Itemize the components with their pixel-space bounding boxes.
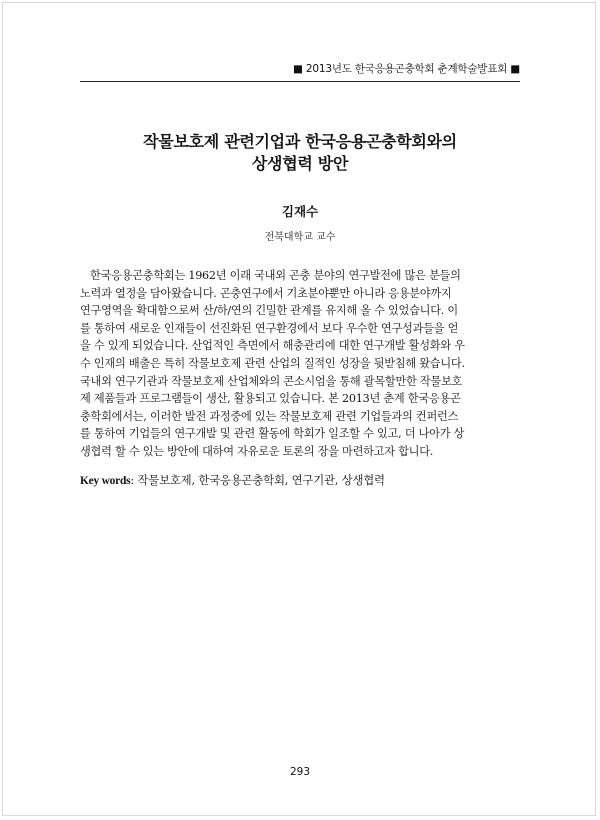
keywords: [80, 472, 520, 488]
abstract-line: 충학회에서는, 이러한 발전 과정중에 있는 작물보호제 관련 기업들과의 컨퍼런스: [80, 409, 459, 423]
keywords-text: 작물보호제, 한국응용곤충학회, 연구기관, 상생협력: [137, 473, 385, 487]
keywords-separator: :: [130, 473, 135, 487]
abstract-line: 연구영역을 확대함으로써 산/하/연의 긴밀한 관계를 유지해 올 수 있었습니다. 이: [80, 304, 458, 318]
header-rule: [80, 81, 520, 82]
abstract-line: 을 수 있게 되었습니다. 산업적인 측면에서 해충관리에 대한 연구개발 활성화와 우: [80, 339, 465, 353]
abstract-line: 생협력 할 수 있는 방안에 대하여 자유로운 토론의 장을 마련하고자 합니다.: [80, 444, 434, 458]
author-affiliation: 전북대학교 교수: [264, 232, 336, 243]
keywords-label: Key words: [80, 475, 131, 487]
abstract-line: 한국응용곤충학회는 1962년 이래 국내외 곤충 분야의 연구발전에 많은 분들의: [90, 269, 461, 282]
author-name: 김재수: [281, 204, 319, 219]
abstract-line: 를 통하여 기업들의 연구개발 및 관련 활동에 학회가 일조할 수 있고, 더 나아가 상: [80, 427, 465, 441]
abstract-line: 노력과 열정을 담아왔습니다. 곤충연구에서 기초분야뿐만 아니라 응용분야까지: [80, 286, 452, 300]
abstract-line: 수 인재의 배출은 특히 작물보호제 관련 산업의 질적인 성장을 뒷받침해 왔습니다.: [80, 356, 465, 370]
abstract-line: 제 제품들과 프로그램들이 생산, 활용되고 있습니다. 본 2013년 춘계 한국응용곤: [80, 392, 461, 406]
abstract-line: 국내외 연구기관과 작물보호제 산업체와의 콘소시엄을 통해 괄목할만한 작물보호: [80, 374, 463, 388]
running-header: ■ 2013년도 한국응용곤충학회 춘계학술발표회 ■: [293, 63, 520, 75]
abstract: [80, 267, 520, 461]
paper-title: [60, 131, 540, 175]
page-number: 293: [289, 766, 311, 778]
abstract-line: 를 통하여 새로운 인재들이 선진화된 연구환경에서 보다 우수한 연구성과들을 얻: [80, 321, 459, 335]
paper-title-line-2: 상생협력 방안: [251, 154, 349, 173]
paper-title-line-1: 작물보호제 관련기업과 한국응용곤충학회와의: [143, 132, 457, 151]
